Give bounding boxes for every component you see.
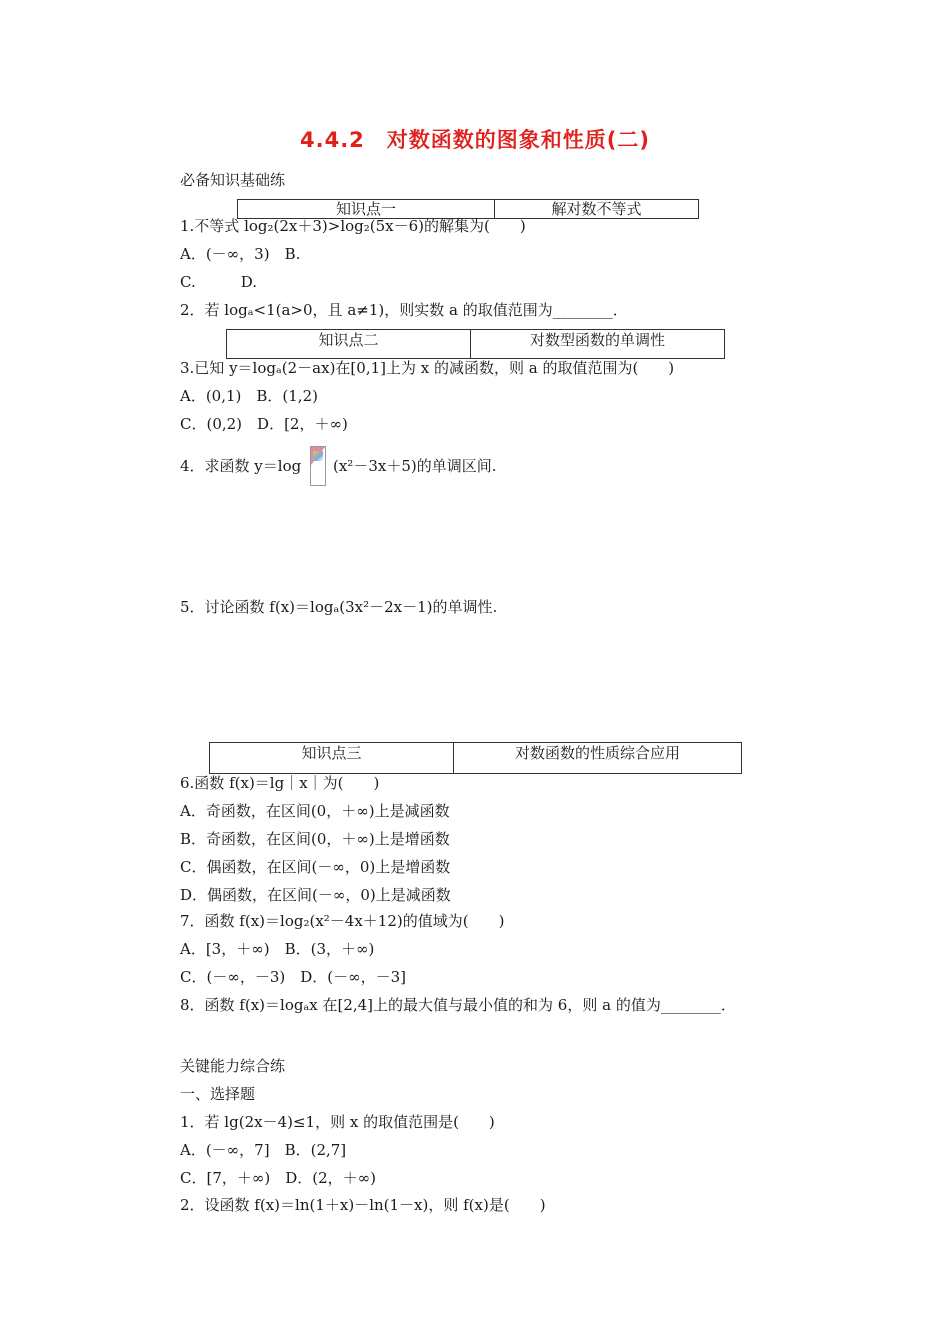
question-7: 7．函数 f(x)＝log₂(x²－4x＋12)的值域为( ) <box>180 912 505 930</box>
question-6-option-c: C．偶函数，在区间(－∞，0)上是增函数 <box>180 858 451 876</box>
knowledge-topic: 对数函数的性质综合应用 <box>514 744 680 762</box>
knowledge-box-3 <box>209 742 742 774</box>
question-5: 5．讨论函数 f(x)＝logₐ(3x²－2x－1)的单调性. <box>180 598 498 616</box>
section-heading-ability: 关键能力综合练 <box>180 1057 286 1075</box>
log-base-image-icon <box>310 446 326 486</box>
question-2: 2．若 logₐ<1(a>0，且 a≠1)，则实数 a 的取值范围为________． <box>180 301 628 319</box>
exercise-1: 1．若 lg(2x－4)≤1，则 x 的取值范围是( ) <box>180 1113 495 1131</box>
question-3-options-cd: C．(0,2) D．[2，＋∞) <box>180 415 348 433</box>
exercise-2: 2．设函数 f(x)＝ln(1＋x)－ln(1－x)，则 f(x)是( ) <box>180 1196 546 1214</box>
question-1: 1.不等式 log₂(2x＋3)>log₂(5x－6)的解集为( ) <box>180 217 526 235</box>
question-6: 6.函数 f(x)＝lg｜x｜为( ) <box>180 774 380 792</box>
exercise-1-options-ab: A．(－∞，7] B．(2,7] <box>180 1141 347 1159</box>
question-7-options-cd: C．(－∞，－3) D．(－∞，－3] <box>180 968 406 986</box>
knowledge-topic: 解对数不等式 <box>551 200 642 218</box>
knowledge-box-2 <box>226 329 725 359</box>
section-heading-basic: 必备知识基础练 <box>180 171 286 189</box>
question-4-suffix: (x²－3x＋5)的单调区间. <box>333 457 497 475</box>
question-1-options-ab: A．(－∞，3) B. <box>180 245 301 263</box>
question-7-options-ab: A．[3，＋∞) B．(3，＋∞) <box>180 940 375 958</box>
exercise-1-options-cd: C．[7，＋∞) D．(2，＋∞) <box>180 1169 376 1187</box>
question-1-options-cd: C. D. <box>180 273 257 291</box>
page-title: 4.4.2 对数函数的图象和性质(二) <box>300 128 650 152</box>
knowledge-topic: 对数型函数的单调性 <box>529 331 665 349</box>
subsection-heading: 一、选择题 <box>180 1085 256 1103</box>
question-8: 8．函数 f(x)＝logₐx 在[2,4]上的最大值与最小值的和为 6，则 a 的值为________． <box>180 996 736 1014</box>
question-4-prefix: 4．求函数 y＝log <box>180 457 302 475</box>
question-3: 3.已知 y＝logₐ(2－ax)在[0,1]上为 x 的减函数，则 a 的取值范围为( ) <box>180 359 675 377</box>
question-6-option-d: D．偶函数，在区间(－∞，0)上是减函数 <box>180 886 451 904</box>
question-3-options-ab: A．(0,1) B．(1,2) <box>180 387 318 405</box>
knowledge-label: 知识点二 <box>227 330 471 358</box>
knowledge-label: 知识点三 <box>210 743 454 773</box>
question-6-option-a: A．奇函数，在区间(0，＋∞)上是减函数 <box>180 802 450 820</box>
question-6-option-b: B．奇函数，在区间(0，＋∞)上是增函数 <box>180 830 450 848</box>
knowledge-label: 知识点一 <box>238 200 495 218</box>
